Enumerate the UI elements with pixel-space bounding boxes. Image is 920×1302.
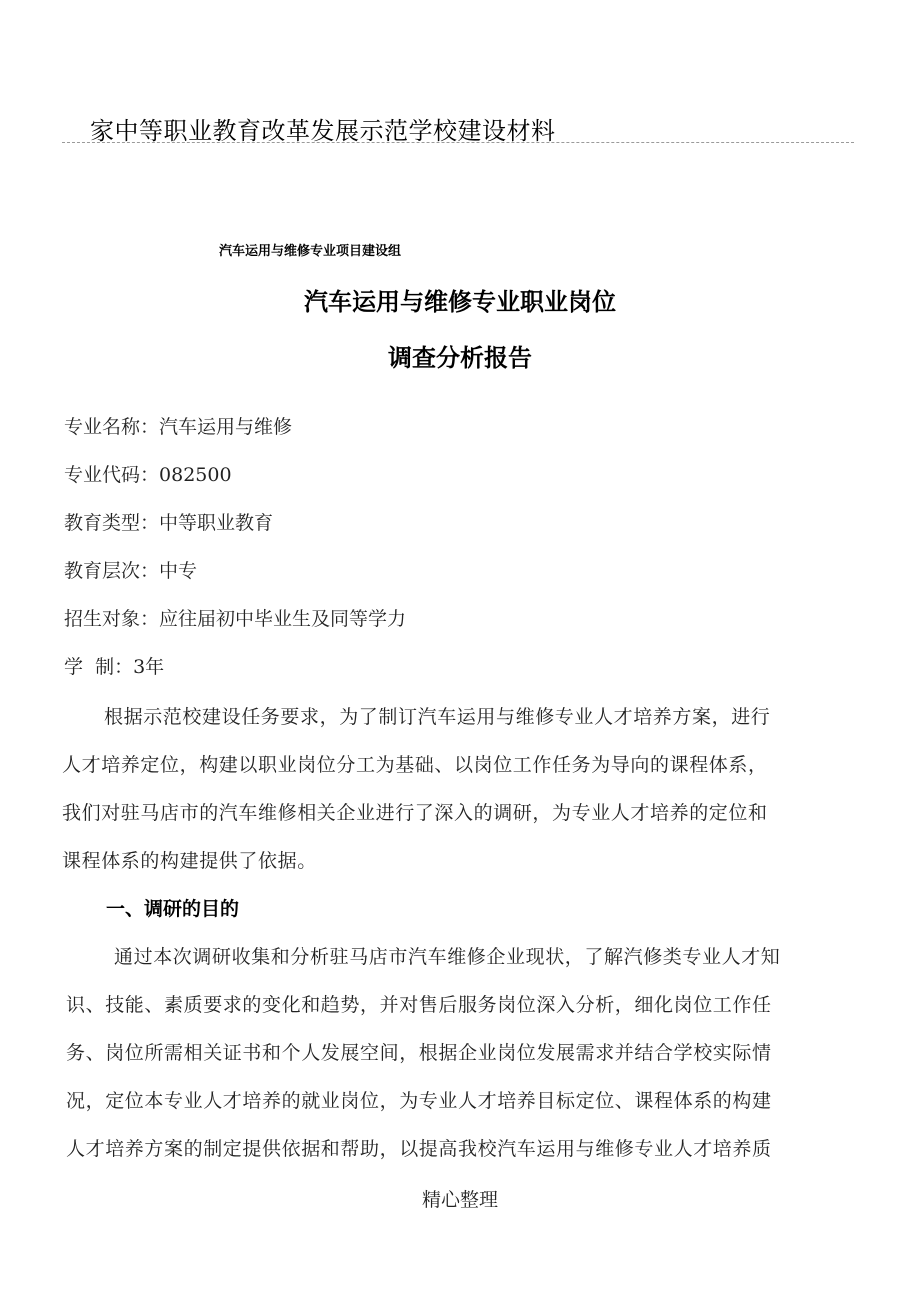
paragraph-line: 人才培养方案的制定提供依据和帮助，以提高我校汽车运用与维修专业人才培养质 bbox=[66, 1138, 772, 1160]
field-value: 汽车运用与维修 bbox=[159, 416, 293, 438]
paragraph-line: 我们对驻马店市的汽车维修相关企业进行了深入的调研，为专业人才培养的定位和 bbox=[62, 802, 768, 824]
document-title-line-1: 汽车运用与维修专业职业岗位 bbox=[304, 288, 616, 316]
field-education-type bbox=[64, 508, 273, 535]
field-label: 学 制： bbox=[64, 656, 134, 678]
field-value: 082500 bbox=[159, 464, 232, 486]
document-title-line-2: 调查分析报告 bbox=[388, 344, 532, 372]
header-title: 家中等职业教育改革发展示范学校建设材料 bbox=[90, 117, 556, 145]
paragraph-line: 通过本次调研收集和分析驻马店市汽车维修企业现状，了解汽修类专业人才知 bbox=[114, 946, 781, 968]
paragraph-line: 课程体系的构建提供了依据。 bbox=[62, 850, 317, 872]
paragraph-line: 识、技能、素质要求的变化和趋势，并对售后服务岗位深入分析，细化岗位工作任 bbox=[66, 994, 772, 1016]
field-duration bbox=[64, 652, 164, 679]
field-major-name bbox=[64, 412, 292, 439]
field-label: 教育层次： bbox=[64, 560, 160, 582]
field-label: 专业代码： bbox=[64, 464, 160, 486]
field-label: 招生对象： bbox=[64, 608, 160, 630]
field-label: 教育类型： bbox=[64, 512, 160, 534]
header-divider bbox=[62, 142, 854, 143]
field-education-level bbox=[64, 556, 197, 583]
field-value: 中等职业教育 bbox=[159, 512, 274, 534]
field-label: 专业名称： bbox=[64, 416, 160, 438]
paragraph-line: 根据示范校建设任务要求，为了制订汽车运用与维修专业人才培养方案，进行 bbox=[104, 706, 771, 728]
footer-text: 精心整理 bbox=[421, 1189, 498, 1211]
paragraph-line: 人才培养定位，构建以职业岗位分工为基础、以岗位工作任务为导向的课程体系， bbox=[62, 754, 768, 776]
paragraph-line: 况，定位本专业人才培养的就业岗位，为专业人才培养目标定位、课程体系的构建 bbox=[66, 1090, 772, 1112]
field-value: 中专 bbox=[159, 560, 198, 582]
field-enrollment-target bbox=[64, 604, 406, 631]
field-value: 3年 bbox=[133, 656, 165, 678]
field-value: 应往届初中毕业生及同等学力 bbox=[159, 608, 407, 630]
field-major-code bbox=[64, 460, 232, 487]
section-heading: 一、调研的目的 bbox=[106, 898, 240, 920]
project-group-label: 汽车运用与维修专业项目建设组 bbox=[219, 244, 402, 259]
paragraph-line: 务、岗位所需相关证书和个人发展空间，根据企业岗位发展需求并结合学校实际情 bbox=[66, 1042, 772, 1064]
